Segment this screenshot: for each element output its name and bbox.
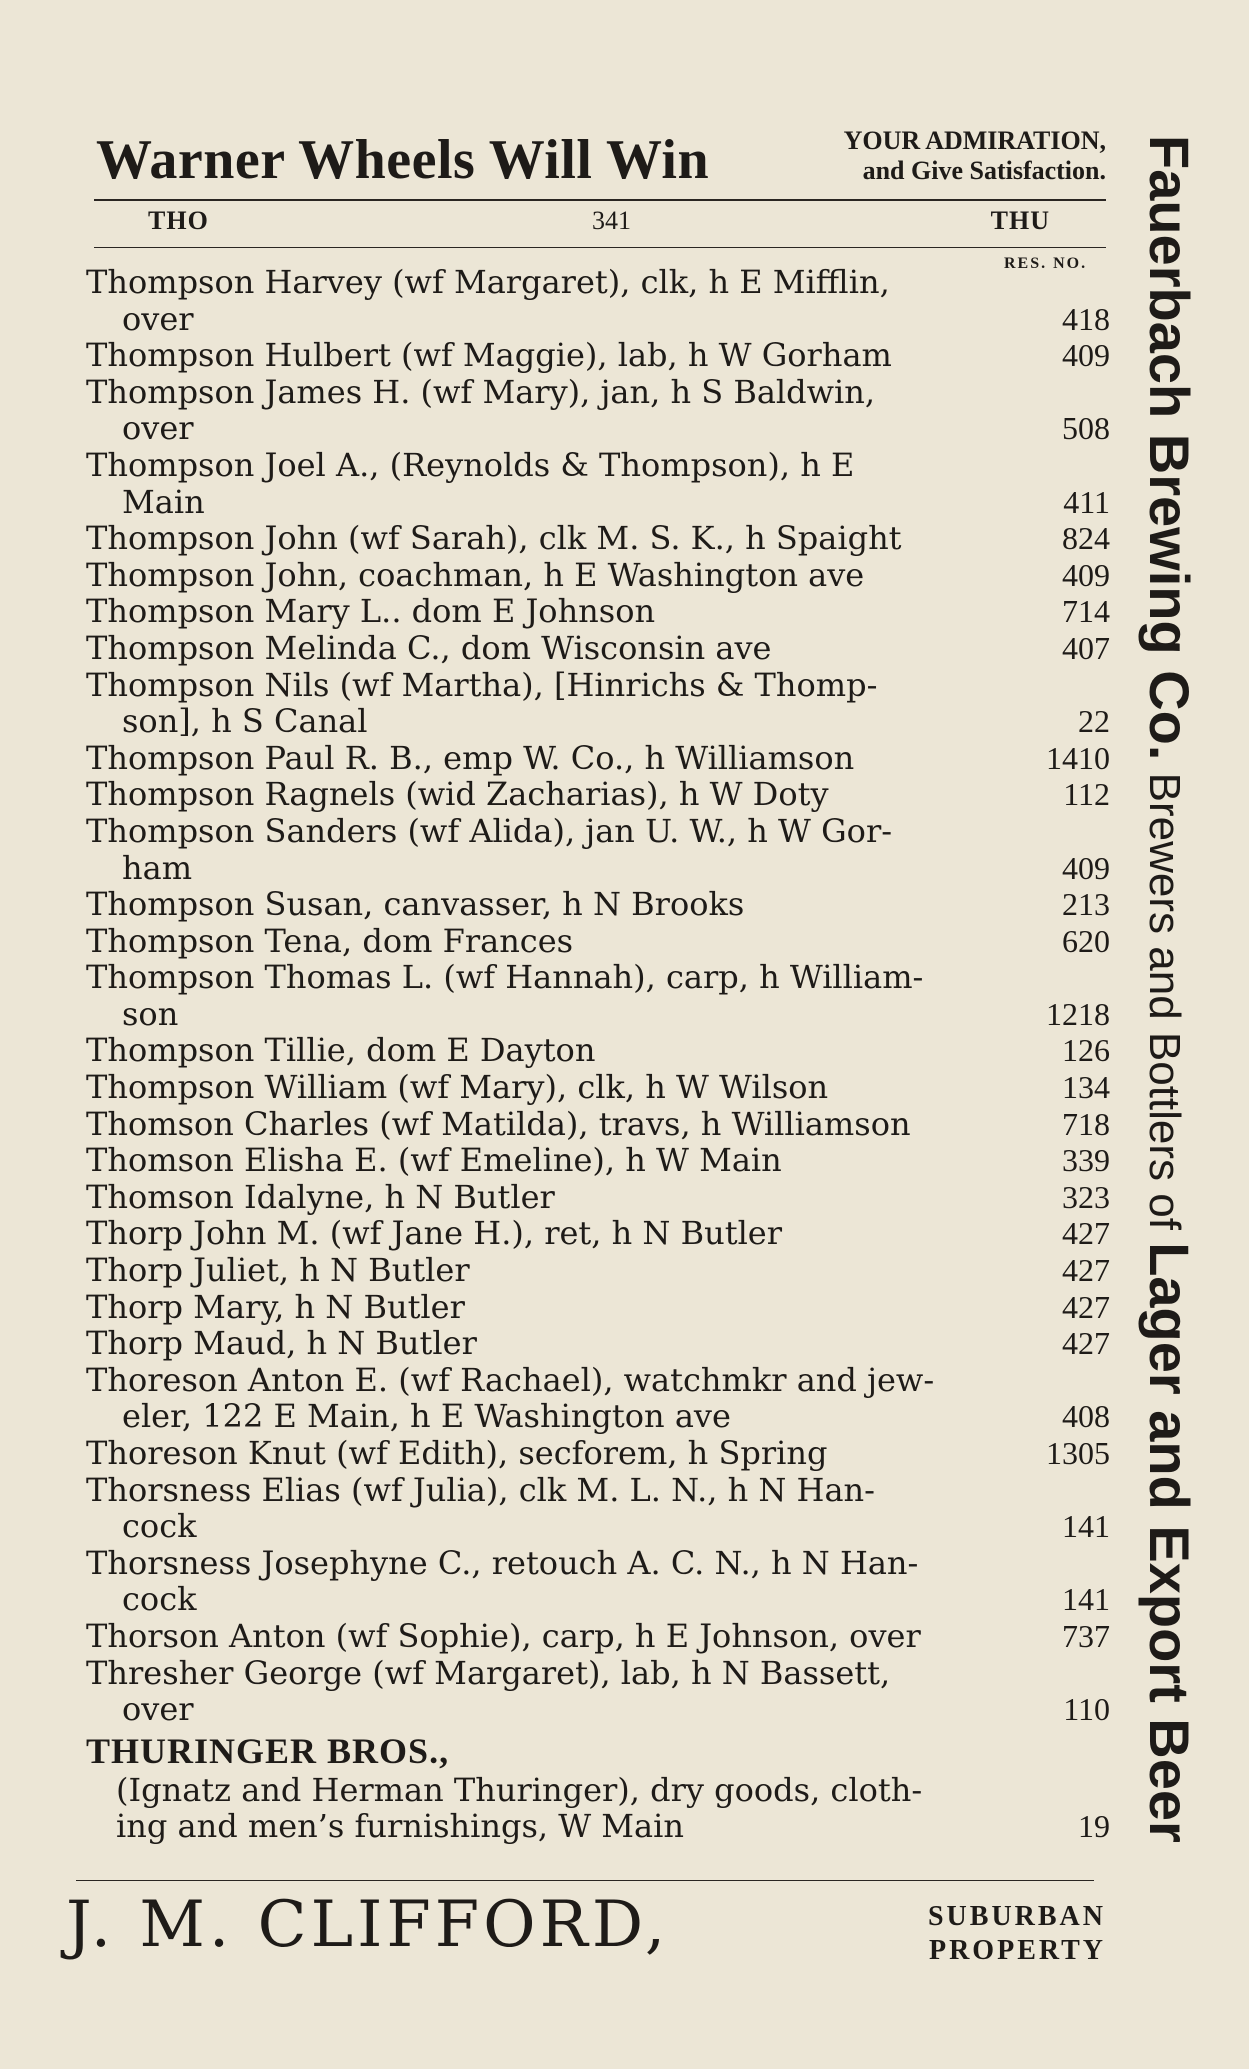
directory-entry [86, 593, 1110, 630]
entry-text-line: Thompson William (wf Mary), clk, h W Wilson [86, 1068, 829, 1107]
directory-entry [86, 1032, 1110, 1069]
entry-text-line: Thresher George (wf Margaret), lab, h N Bassett, [86, 1653, 891, 1692]
residence-number: 134 [1062, 1069, 1110, 1106]
entry-text-line: Thorsness Elias (wf Julia), clk M. L. N., h N Han- [86, 1470, 875, 1509]
entry-text-line: Thompson Tillie, dom E Dayton [86, 1031, 596, 1070]
bottom-advertisement [66, 1888, 1106, 1998]
ad-tagline [806, 126, 1106, 186]
directory-entry [86, 1179, 1110, 1216]
entry-text-line: Thompson Susan, canvasser, h N Brooks [86, 885, 745, 924]
residence-number: 411 [1063, 483, 1110, 520]
directory-entry [86, 1545, 1110, 1618]
entry-text-line: over [122, 409, 194, 448]
residence-number: 110 [1063, 1691, 1110, 1728]
clifford-tagline-line-1: SUBURBAN [927, 1901, 1106, 1932]
residence-number: 418 [1062, 300, 1110, 337]
entry-text-line: Thoreson Knut (wf Edith), secforem, h Spring [86, 1434, 828, 1472]
residence-number: 409 [1062, 849, 1110, 886]
entry-text-line: Thorp Maud, h N Butler [86, 1324, 477, 1363]
clifford-tagline [816, 1900, 1106, 1968]
residence-number: 126 [1062, 1032, 1110, 1069]
entry-text-line: Thompson Harvey (wf Margaret), clk, h E Mifflin, [86, 263, 890, 301]
entry-text-line: Thompson Paul R. B., emp W. Co., h Williamson [86, 738, 855, 777]
entry-text-line: Thompson Joel A., (Reynolds & Thompson), h E [86, 445, 855, 484]
directory-entry [86, 1655, 1110, 1728]
directory-entry [86, 776, 1110, 813]
firm-residence-number: 19 [1078, 1808, 1110, 1845]
entry-text-line: over [122, 299, 194, 338]
entry-text-line: son [122, 994, 179, 1033]
entry-text-line: Thorsness Josephyne C., retouch A. C. N., h N Han- [86, 1543, 919, 1582]
clifford-name: J. M. CLIFFORD, [66, 1888, 670, 1962]
residence-number: 409 [1062, 337, 1110, 374]
header-rule [94, 247, 1106, 248]
entry-text-line: Thorp Mary, h N Butler [86, 1287, 465, 1326]
directory-entry [86, 1618, 1110, 1655]
directory-entry [86, 740, 1110, 777]
clifford-tagline-line-2: PROPERTY [928, 1935, 1106, 1966]
firm-name: THURINGER BROS., [86, 1730, 450, 1771]
entry-text-line: Thomson Charles (wf Matilda), travs, h Williamson [86, 1104, 911, 1143]
directory-entry [86, 1069, 1110, 1106]
residence-number: 427 [1062, 1215, 1110, 1252]
entry-text-line: Thompson James H. (wf Mary), jan, h S Baldwin, [86, 372, 876, 411]
residence-number: 718 [1062, 1105, 1110, 1142]
directory-entry [86, 813, 1110, 886]
entry-text-line: ham [122, 848, 193, 887]
residence-number: 427 [1062, 1325, 1110, 1362]
entry-text-line: Thompson Hulbert (wf Maggie), lab, h W Gorham [86, 336, 892, 375]
ad-tagline-line-1: YOUR ADMIRATION, [843, 126, 1106, 155]
directory-entry [86, 1215, 1110, 1252]
residence-number: 1218 [1046, 995, 1110, 1032]
firm-entry [86, 1772, 1110, 1845]
entry-text-line: Thompson John (wf Sarah), clk M. S. K., h Spaight [86, 519, 902, 558]
firm-text-line: ing and men’s furnishings, W Main [116, 1807, 684, 1846]
entry-text-line: Thompson Mary L.. dom E Johnson [86, 592, 656, 631]
directory-entry [86, 1106, 1110, 1143]
entry-text-line: son], h S Canal [122, 702, 368, 741]
entry-text-line: Thomson Elisha E. (wf Emeline), h W Main [86, 1141, 782, 1180]
residence-number: 1305 [1046, 1435, 1110, 1471]
running-head [96, 206, 1106, 242]
residence-number: 714 [1062, 593, 1110, 630]
residence-number: 339 [1062, 1142, 1110, 1179]
directory-entry [86, 557, 1110, 594]
top-advertisement [96, 120, 1106, 200]
residence-number: 141 [1062, 1581, 1110, 1618]
directory-entry [86, 520, 1110, 557]
directory-entry [86, 1472, 1110, 1545]
ad-headline: Warner Wheels Will Win [96, 129, 710, 191]
entry-text-line: Thompson Ragnels (wid Zacharias), h W Doty [86, 775, 829, 814]
brewery-products: Lager and Export Beer [1138, 1242, 1201, 1843]
page-number: 341 [592, 206, 631, 235]
directory-entry [86, 1325, 1110, 1362]
residence-number: 141 [1062, 1508, 1110, 1545]
directory-entry [86, 959, 1110, 1032]
side-advertisement [1110, 135, 1202, 1955]
entry-text-line: Thompson John, coachman, h E Washington ave [86, 555, 865, 594]
directory-entry [86, 1142, 1110, 1179]
residence-number: 427 [1062, 1288, 1110, 1325]
directory-entry [86, 923, 1110, 960]
residence-number: 407 [1062, 629, 1110, 666]
brewery-name: Fauerbach Brewing Co. [1138, 135, 1201, 761]
directory-listings [86, 264, 1110, 1845]
entry-text-line: Thompson Tena, dom Frances [86, 921, 574, 960]
top-rule [94, 199, 1106, 201]
residence-number: 112 [1063, 776, 1110, 813]
ad-tagline-line-2: and Give Satisfaction. [862, 156, 1106, 185]
directory-entry [86, 1289, 1110, 1326]
entry-text-line: Thompson Nils (wf Martha), [Hinrichs & Thomp- [86, 665, 878, 704]
residence-number: 737 [1062, 1617, 1110, 1654]
directory-entry [86, 337, 1110, 374]
entry-text-line: Thoreson Anton E. (wf Rachael), watchmkr and jew- [86, 1360, 935, 1399]
residence-number: 508 [1062, 410, 1110, 447]
brewery-description: Brewers and Bottlers of [1140, 760, 1189, 1243]
entry-text-line: cock [122, 1580, 197, 1619]
residence-number: 213 [1062, 886, 1110, 923]
directory-entry [86, 630, 1110, 667]
entry-text-line: Thompson Thomas L. (wf Hannah), carp, h William- [86, 958, 924, 997]
residence-number: 620 [1062, 922, 1110, 959]
entry-text-line: eler, 122 E Main, h E Washington ave [122, 1397, 731, 1436]
entry-text-line: Thorp John M. (wf Jane H.), ret, h N Butler [86, 1214, 783, 1253]
residence-number: 427 [1062, 1252, 1110, 1289]
entry-text-line: Thorson Anton (wf Sophie), carp, h E Johnson, over [86, 1616, 921, 1655]
directory-entry [86, 886, 1110, 923]
entry-text-line: over [122, 1690, 194, 1729]
entry-text-line: cock [122, 1507, 197, 1546]
entry-text-line: Thompson Sanders (wf Alida), jan U. W., h W Gor- [86, 811, 893, 850]
residence-number: 323 [1062, 1178, 1110, 1215]
residence-number-label: RES. NO. [1004, 255, 1088, 272]
directory-entry [86, 667, 1110, 740]
entry-text-line: Main [122, 482, 205, 521]
directory-entry [86, 374, 1110, 447]
directory-entry [86, 1362, 1110, 1435]
entry-text-line: Thompson Melinda C., dom Wisconsin ave [86, 628, 772, 667]
entry-text-line: Thomson Idalyne, h N Butler [86, 1177, 555, 1216]
directory-entry [86, 264, 1110, 337]
residence-number: 1410 [1046, 739, 1110, 776]
residence-number: 22 [1078, 703, 1110, 740]
directory-entry [86, 447, 1110, 520]
entry-text-line: Thorp Juliet, h N Butler [86, 1251, 470, 1290]
directory-entry [86, 1435, 1110, 1472]
firm-text-line: (Ignatz and Herman Thuringer), dry goods, cloth- [116, 1770, 923, 1809]
guide-word-left: THO [148, 206, 209, 235]
residence-number: 409 [1062, 556, 1110, 593]
residence-number: 408 [1062, 1398, 1110, 1435]
guide-word-right: THU [990, 206, 1050, 235]
bottom-rule [76, 1880, 1094, 1881]
residence-number: 824 [1062, 520, 1110, 557]
directory-entry [86, 1252, 1110, 1289]
